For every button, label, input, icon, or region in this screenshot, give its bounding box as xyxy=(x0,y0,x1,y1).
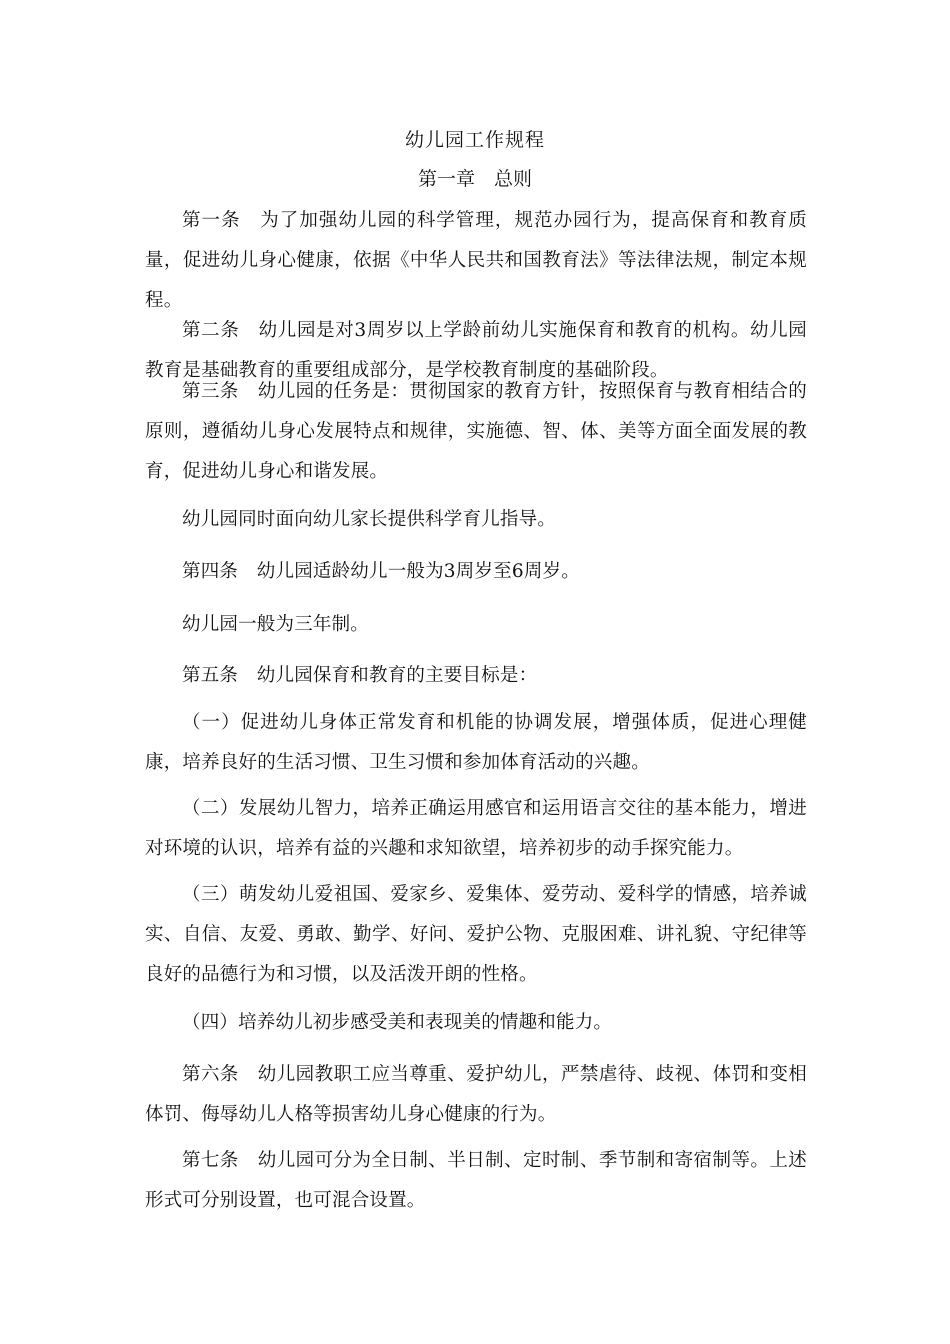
paragraph-three-year: 幼儿园一般为三年制。 xyxy=(182,614,370,635)
paragraph-goal-1: （一）促进幼儿身体正常发育和机能的协调发展，增强体质，促进心理健康，培养良好的生活习惯、卫生习惯和参加体育活动的兴趣。 xyxy=(145,712,807,773)
chapter-heading: 第一章 总则 xyxy=(417,168,532,190)
document-title: 幼儿园工作规程 xyxy=(404,129,545,151)
paragraph-article-1: 第一条 为了加强幼儿园的科学管理，规范办园行为，提高保育和教育质量，促进幼儿身心健康，依据《中华人民共和国教育法》等法律法规，制定本规程。 xyxy=(145,210,807,311)
paragraph-article-4: 第四条 幼儿园适龄幼儿一般为3周岁至6周岁。 xyxy=(182,561,580,582)
paragraph-goal-4: （四）培养幼儿初步感受美和表现美的情趣和能力。 xyxy=(182,1012,613,1033)
paragraph-goal-3: （三）萌发幼儿爱祖国、爱家乡、爱集体、爱劳动、爱科学的情感，培养诚实、自信、友爱、勇敢、勤学、好问、爱护公物、克服困难、讲礼貌、守纪律等良好的品德行为和习惯，以及活泼开朗的性格。 xyxy=(145,884,807,985)
paragraph-parent-guidance: 幼儿园同时面向幼儿家长提供科学育儿指导。 xyxy=(182,509,557,530)
paragraph-article-3: 第三条 幼儿园的任务是：贯彻国家的教育方针，按照保育与教育相结合的原则，遵循幼儿身心发展特点和规律，实施德、智、体、美等方面全面发展的教育，促进幼儿身心和谐发展。 xyxy=(145,381,807,482)
paragraph-article-6: 第六条 幼儿园教职工应当尊重、爱护幼儿，严禁虐待、歧视、体罚和变相体罚、侮辱幼儿人格等损害幼儿身心健康的行为。 xyxy=(145,1064,807,1125)
paragraph-goal-2: （二）发展幼儿智力，培养正确运用感官和运用语言交往的基本能力，增进对环境的认识，培养有益的兴趣和求知欲望，培养初步的动手探究能力。 xyxy=(145,798,807,859)
paragraph-article-5: 第五条 幼儿园保育和教育的主要目标是： xyxy=(182,665,538,686)
paragraph-article-7: 第七条 幼儿园可分为全日制、半日制、定时制、季节制和寄宿制等。上述形式可分别设置，也可混合设置。 xyxy=(145,1150,807,1211)
paragraph-article-2: 第二条 幼儿园是对3周岁以上学龄前幼儿实施保育和教育的机构。幼儿园教育是基础教育的重要组成部分，是学校教育制度的基础阶段。 xyxy=(145,320,807,381)
